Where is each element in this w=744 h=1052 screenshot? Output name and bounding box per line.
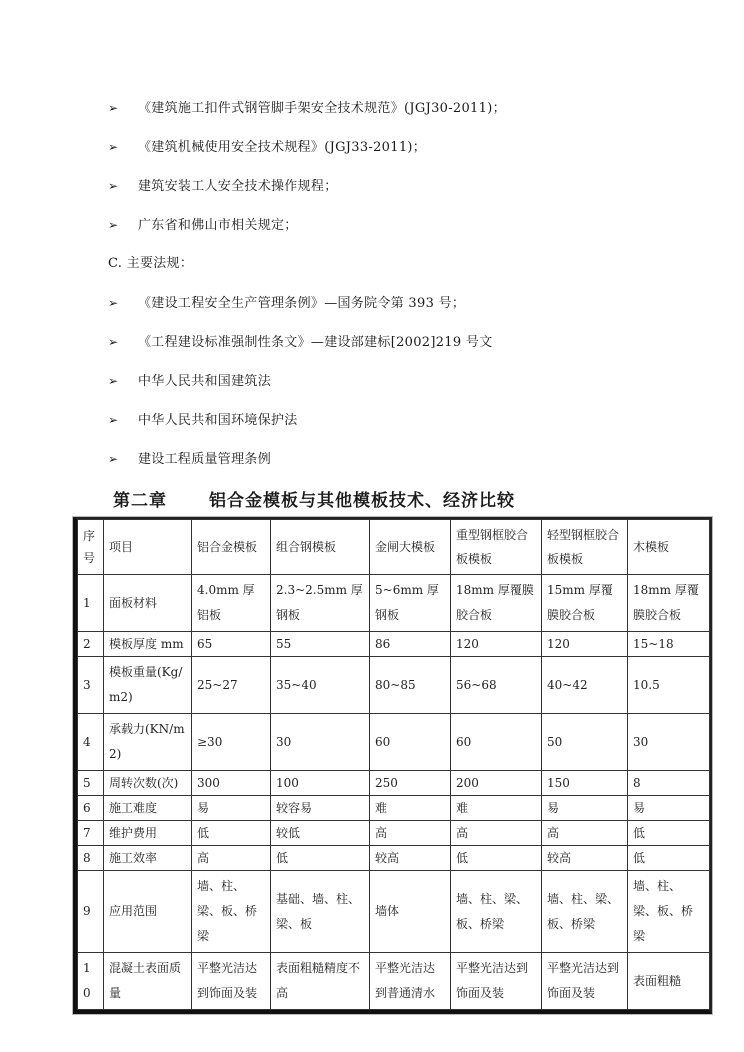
- table-cell: 150: [542, 771, 628, 796]
- column-header: 金闸大模板: [370, 520, 451, 575]
- comparison-table-frame: [73, 517, 712, 1014]
- row-number-cell: 10: [78, 953, 104, 1010]
- row-label-cell: 施工难度: [104, 796, 192, 821]
- table-cell: 60: [451, 714, 542, 771]
- section-heading-c: C. 主要法规：: [108, 256, 194, 271]
- list-item: [108, 333, 492, 352]
- table-cell: 墙、柱、梁、板、桥梁: [628, 871, 710, 953]
- column-header: 组合钢模板: [271, 520, 370, 575]
- row-label-cell: 混凝土表面质量: [104, 953, 192, 1010]
- table-row: [78, 871, 710, 953]
- row-label-cell: 面板材料: [104, 575, 192, 632]
- arrow-bullet-icon: ➢: [108, 218, 119, 232]
- table-cell: 平整光洁达到饰面及装: [192, 953, 271, 1010]
- table-cell: 墙、柱、梁、板、桥梁: [542, 871, 628, 953]
- column-header: 轻型钢框胶合板模板: [542, 520, 628, 575]
- table-cell: 56~68: [451, 657, 542, 714]
- column-header: 重型钢框胶合板模板: [451, 520, 542, 575]
- list-item: [108, 372, 271, 391]
- table-cell: 难: [451, 796, 542, 821]
- row-label-cell: 施工效率: [104, 846, 192, 871]
- table-cell: 高: [542, 821, 628, 846]
- table-cell: 高: [451, 821, 542, 846]
- arrow-bullet-icon: ➢: [108, 452, 119, 466]
- row-label-cell: 维护费用: [104, 821, 192, 846]
- table-cell: 低: [271, 846, 370, 871]
- table-cell: 较容易: [271, 796, 370, 821]
- table-cell: 30: [271, 714, 370, 771]
- row-number-cell: 6: [78, 796, 104, 821]
- list-item: [108, 216, 298, 235]
- row-number-cell: 3: [78, 657, 104, 714]
- chapter-title: 铝合金模板与其他模板技术、经济比较: [209, 491, 515, 511]
- table-cell: 较高: [542, 846, 628, 871]
- table-cell: 难: [370, 796, 451, 821]
- row-number-cell: 8: [78, 846, 104, 871]
- arrow-bullet-icon: ➢: [108, 413, 119, 427]
- table-row: [78, 714, 710, 771]
- table-cell: 250: [370, 771, 451, 796]
- row-number-cell: 7: [78, 821, 104, 846]
- table-cell: 较高: [370, 846, 451, 871]
- table-cell: 15mm 厚覆膜胶合板: [542, 575, 628, 632]
- table-cell: 80~85: [370, 657, 451, 714]
- table-row: [78, 632, 710, 657]
- row-label-cell: 应用范围: [104, 871, 192, 953]
- arrow-bullet-icon: ➢: [108, 335, 119, 349]
- row-number-cell: 9: [78, 871, 104, 953]
- list-item: [108, 411, 298, 430]
- table-cell: 表面粗糙: [628, 953, 710, 1010]
- table-cell: 120: [542, 632, 628, 657]
- row-number-cell: 2: [78, 632, 104, 657]
- table-cell: 25~27: [192, 657, 271, 714]
- table-cell: 65: [192, 632, 271, 657]
- list-item-text: 中华人民共和国环境保护法: [138, 413, 298, 428]
- chapter-heading: [113, 486, 515, 511]
- table-cell: 平整光洁达到饰面及装: [542, 953, 628, 1010]
- row-number-cell: 4: [78, 714, 104, 771]
- column-header: 木模板: [628, 520, 710, 575]
- table-cell: 较低: [271, 821, 370, 846]
- table-cell: 易: [628, 796, 710, 821]
- table-cell: 2.3~2.5mm 厚钢板: [271, 575, 370, 632]
- column-header: 铝合金模板: [192, 520, 271, 575]
- table-cell: 表面粗糙精度不高: [271, 953, 370, 1010]
- table-cell: 50: [542, 714, 628, 771]
- column-header: 序号: [78, 520, 104, 575]
- list-item: [108, 138, 426, 157]
- list-item: [108, 99, 506, 118]
- arrow-bullet-icon: ➢: [108, 296, 119, 310]
- row-label-cell: 模板厚度 mm: [104, 632, 192, 657]
- row-number-cell: 1: [78, 575, 104, 632]
- table-header-row: [78, 520, 710, 575]
- table-cell: 60: [370, 714, 451, 771]
- list-item-text: 广东省和佛山市相关规定；: [138, 218, 298, 233]
- table-cell: 300: [192, 771, 271, 796]
- list-item-text: 建设工程质量管理条例: [138, 452, 272, 467]
- table-cell: 墙、柱、梁、板、桥梁: [192, 871, 271, 953]
- list-item-text: 建筑安装工人安全技术操作规程；: [138, 179, 338, 194]
- list-item: [108, 294, 465, 313]
- table-cell: 低: [628, 846, 710, 871]
- table-cell: 高: [192, 846, 271, 871]
- chapter-number: 第二章: [113, 491, 167, 511]
- table-cell: 18mm 厚覆膜胶合板: [451, 575, 542, 632]
- table-cell: 5~6mm 厚钢板: [370, 575, 451, 632]
- row-label-cell: 周转次数(次): [104, 771, 192, 796]
- table-cell: 墙体: [370, 871, 451, 953]
- table-cell: 墙、柱、梁、板、桥梁: [451, 871, 542, 953]
- arrow-bullet-icon: ➢: [108, 101, 119, 115]
- list-item-text: 《建设工程安全生产管理条例》—国务院令第 393 号；: [138, 296, 466, 311]
- table-cell: ≥30: [192, 714, 271, 771]
- table-row: [78, 821, 710, 846]
- table-cell: 8: [628, 771, 710, 796]
- arrow-bullet-icon: ➢: [108, 179, 119, 193]
- table-cell: 18mm 厚覆膜胶合板: [628, 575, 710, 632]
- table-cell: 高: [370, 821, 451, 846]
- table-cell: 100: [271, 771, 370, 796]
- table-cell: 35~40: [271, 657, 370, 714]
- table-cell: 平整光洁达到饰面及装: [451, 953, 542, 1010]
- list-item-text: 中华人民共和国建筑法: [138, 374, 272, 389]
- table-cell: 基础、墙、柱、梁、板: [271, 871, 370, 953]
- column-header: 项目: [104, 520, 192, 575]
- table-cell: 200: [451, 771, 542, 796]
- table-cell: 易: [542, 796, 628, 821]
- table-row: [78, 953, 710, 1010]
- list-item: [108, 450, 271, 469]
- table-row: [78, 575, 710, 632]
- table-row: [78, 796, 710, 821]
- arrow-bullet-icon: ➢: [108, 374, 119, 388]
- table-cell: 86: [370, 632, 451, 657]
- table-cell: 40~42: [542, 657, 628, 714]
- table-cell: 低: [451, 846, 542, 871]
- table-cell: 30: [628, 714, 710, 771]
- comparison-table: [77, 519, 710, 1010]
- list-item-text: 《工程建设标准强制性条文》—建设部建标[2002]219 号文: [138, 335, 493, 350]
- list-item: [108, 177, 338, 196]
- table-row: [78, 771, 710, 796]
- table-cell: 15~18: [628, 632, 710, 657]
- row-number-cell: 5: [78, 771, 104, 796]
- table-cell: 10.5: [628, 657, 710, 714]
- row-label-cell: 模板重量(Kg/m2): [104, 657, 192, 714]
- table-cell: 120: [451, 632, 542, 657]
- table-cell: 4.0mm 厚铝板: [192, 575, 271, 632]
- table-cell: 平整光洁达到普通清水: [370, 953, 451, 1010]
- table-cell: 55: [271, 632, 370, 657]
- table-row: [78, 657, 710, 714]
- table-cell: 易: [192, 796, 271, 821]
- row-label-cell: 承载力(KN/m2): [104, 714, 192, 771]
- table-row: [78, 846, 710, 871]
- list-item-text: 《建筑机械使用安全技术规程》(JGJ33-2011)；: [138, 140, 427, 155]
- table-cell: 低: [628, 821, 710, 846]
- arrow-bullet-icon: ➢: [108, 140, 119, 154]
- table-cell: 低: [192, 821, 271, 846]
- list-item-text: 《建筑施工扣件式钢管脚手架安全技术规范》(JGJ30-2011)；: [138, 101, 506, 116]
